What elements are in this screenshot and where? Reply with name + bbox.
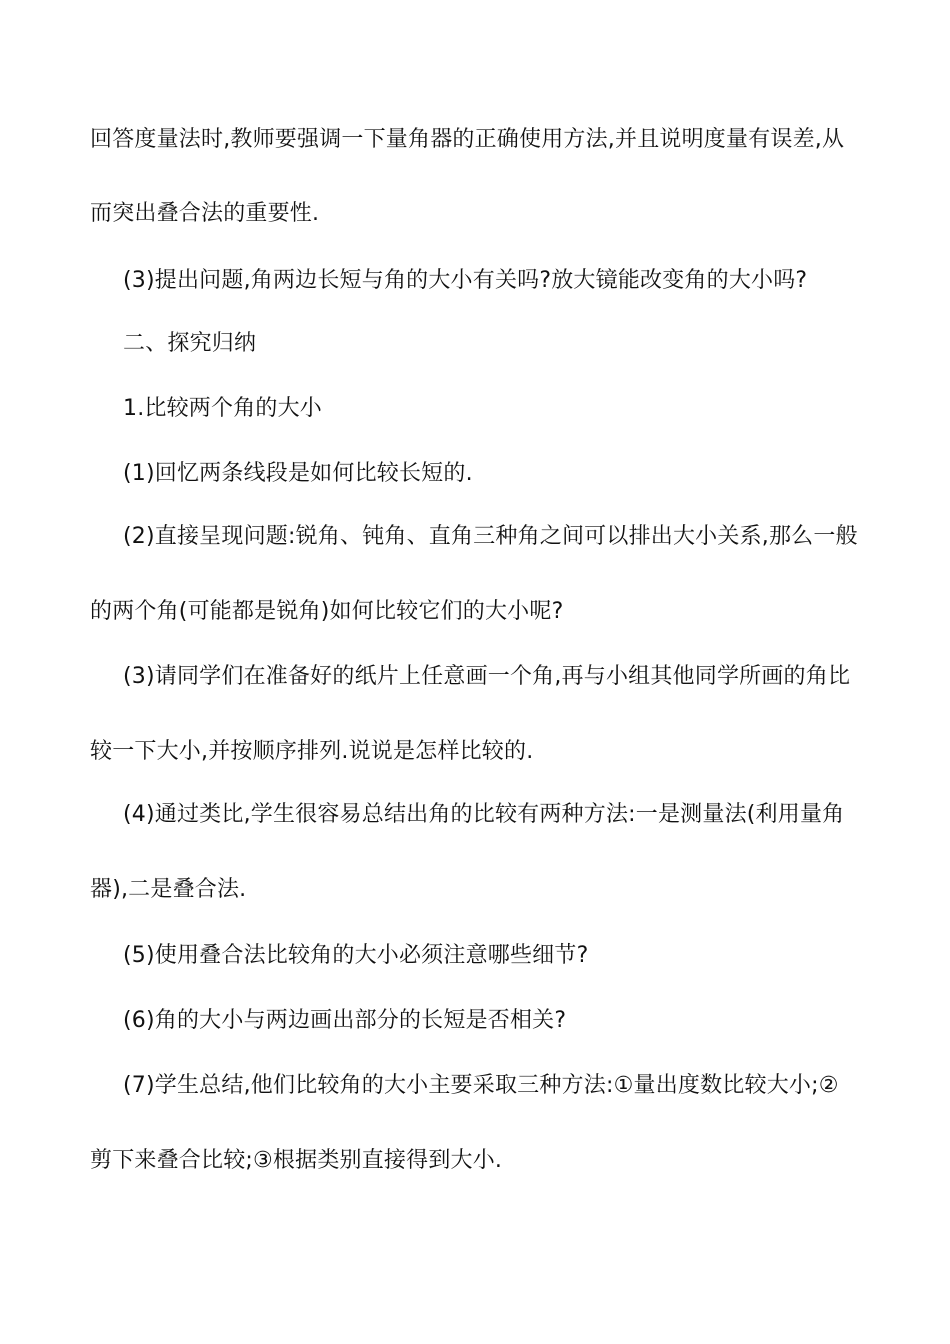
paragraph-line: (5)使用叠合法比较角的大小必须注意哪些细节? xyxy=(123,943,589,968)
paragraph-line: (6)角的大小与两边画出部分的长短是否相关? xyxy=(123,1008,567,1033)
subsection-heading: 1.比较两个角的大小 xyxy=(123,396,322,421)
paragraph-line: 而突出叠合法的重要性. xyxy=(90,201,320,226)
paragraph-line: (3)请同学们在准备好的纸片上任意画一个角,再与小组其他同学所画的角比 xyxy=(123,664,851,689)
paragraph-line: (2)直接呈现问题:锐角、钝角、直角三种角之间可以排出大小关系,那么一般 xyxy=(123,524,858,549)
section-heading: 二、探究归纳 xyxy=(123,331,257,356)
paragraph-line: 回答度量法时,教师要强调一下量角器的正确使用方法,并且说明度量有误差,从 xyxy=(90,127,845,152)
paragraph-line: 剪下来叠合比较;③根据类别直接得到大小. xyxy=(90,1148,503,1173)
paragraph-line: (7)学生总结,他们比较角的大小主要采取三种方法:①量出度数比较大小;② xyxy=(123,1073,839,1098)
paragraph-line: 较一下大小,并按顺序排列.说说是怎样比较的. xyxy=(90,739,534,764)
paragraph-line: (4)通过类比,学生很容易总结出角的比较有两种方法:一是测量法(利用量角 xyxy=(123,802,845,827)
paragraph-line: (1)回忆两条线段是如何比较长短的. xyxy=(123,461,473,486)
paragraph-line: (3)提出问题,角两边长短与角的大小有关吗?放大镜能改变角的大小吗? xyxy=(123,268,808,293)
paragraph-line: 的两个角(可能都是锐角)如何比较它们的大小呢? xyxy=(90,599,564,624)
paragraph-line: 器),二是叠合法. xyxy=(90,877,247,902)
